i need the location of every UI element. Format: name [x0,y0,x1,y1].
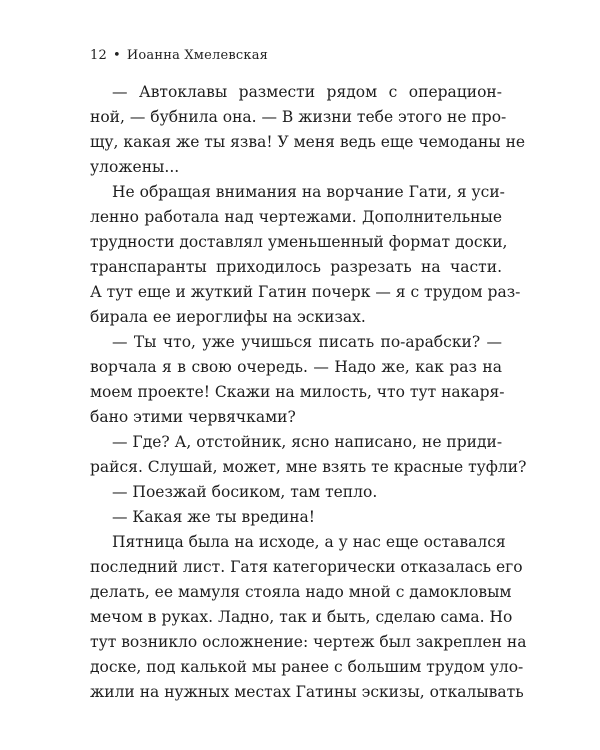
text-line: уложены... [90,158,180,176]
running-head [90,48,268,63]
text-line: тут возникло осложнение: чертеж был закреплен на [90,633,527,651]
author-name: Иоанна Хмелевская [126,48,269,63]
text-line: — Где? А, отстойник, ясно написано, не приди- [112,433,503,451]
body-text [90,80,527,705]
text-line: мечом в руках. Ладно, так и быть, сделаю сама. Но [90,608,513,626]
text-line: бано этими червячками? [90,408,296,426]
text-line: райся. Слушай, может, мне взять те красные туфли? [90,458,527,476]
text-line: делать, ее мамуля стояла надо мной с дамокловым [90,583,512,601]
text-line: ной, — бубнила она. — В жизни тебе этого не про- [90,108,507,126]
text-line: бирала ее иероглифы на эскизах. [90,308,366,326]
page-number: 12 [90,48,107,63]
text-line: — Какая же ты вредина! [112,508,315,526]
header-separator: • [112,48,121,63]
text-line: ленно работала над чертежами. Дополнительные [90,208,502,226]
text-line: щу, какая же ты язва! У меня ведь еще чемоданы не [90,133,526,151]
text-line: Пятница была на исходе, а у нас еще оставался [112,533,506,551]
text-line: — Поезжай босиком, там тепло. [112,483,378,501]
text-line: А тут еще и жуткий Гатин почерк — я с трудом раз- [90,283,521,301]
text-line: трудности доставлял уменьшенный формат доски, [90,233,508,251]
text-line: последний лист. Гатя категорически отказалась его [90,558,523,576]
text-line: Не обращая внимания на ворчание Гати, я уси- [112,183,505,201]
text-line: жили на нужных местах Гатины эскизы, откалывать [90,683,524,701]
text-line: транспаранты приходилось разрезать на части. [90,258,502,276]
text-line: — Ты что, уже учишься писать по-арабски? — [112,333,502,351]
text-line: — Автоклавы размести рядом с операцион- [112,83,502,101]
text-line: ворчала я в свою очередь. — Надо же, как раз на [90,358,502,376]
text-line: моем проекте! Скажи на милость, что тут накаря- [90,383,505,401]
text-line: доске, под калькой мы ранее с большим трудом уло- [90,658,524,676]
